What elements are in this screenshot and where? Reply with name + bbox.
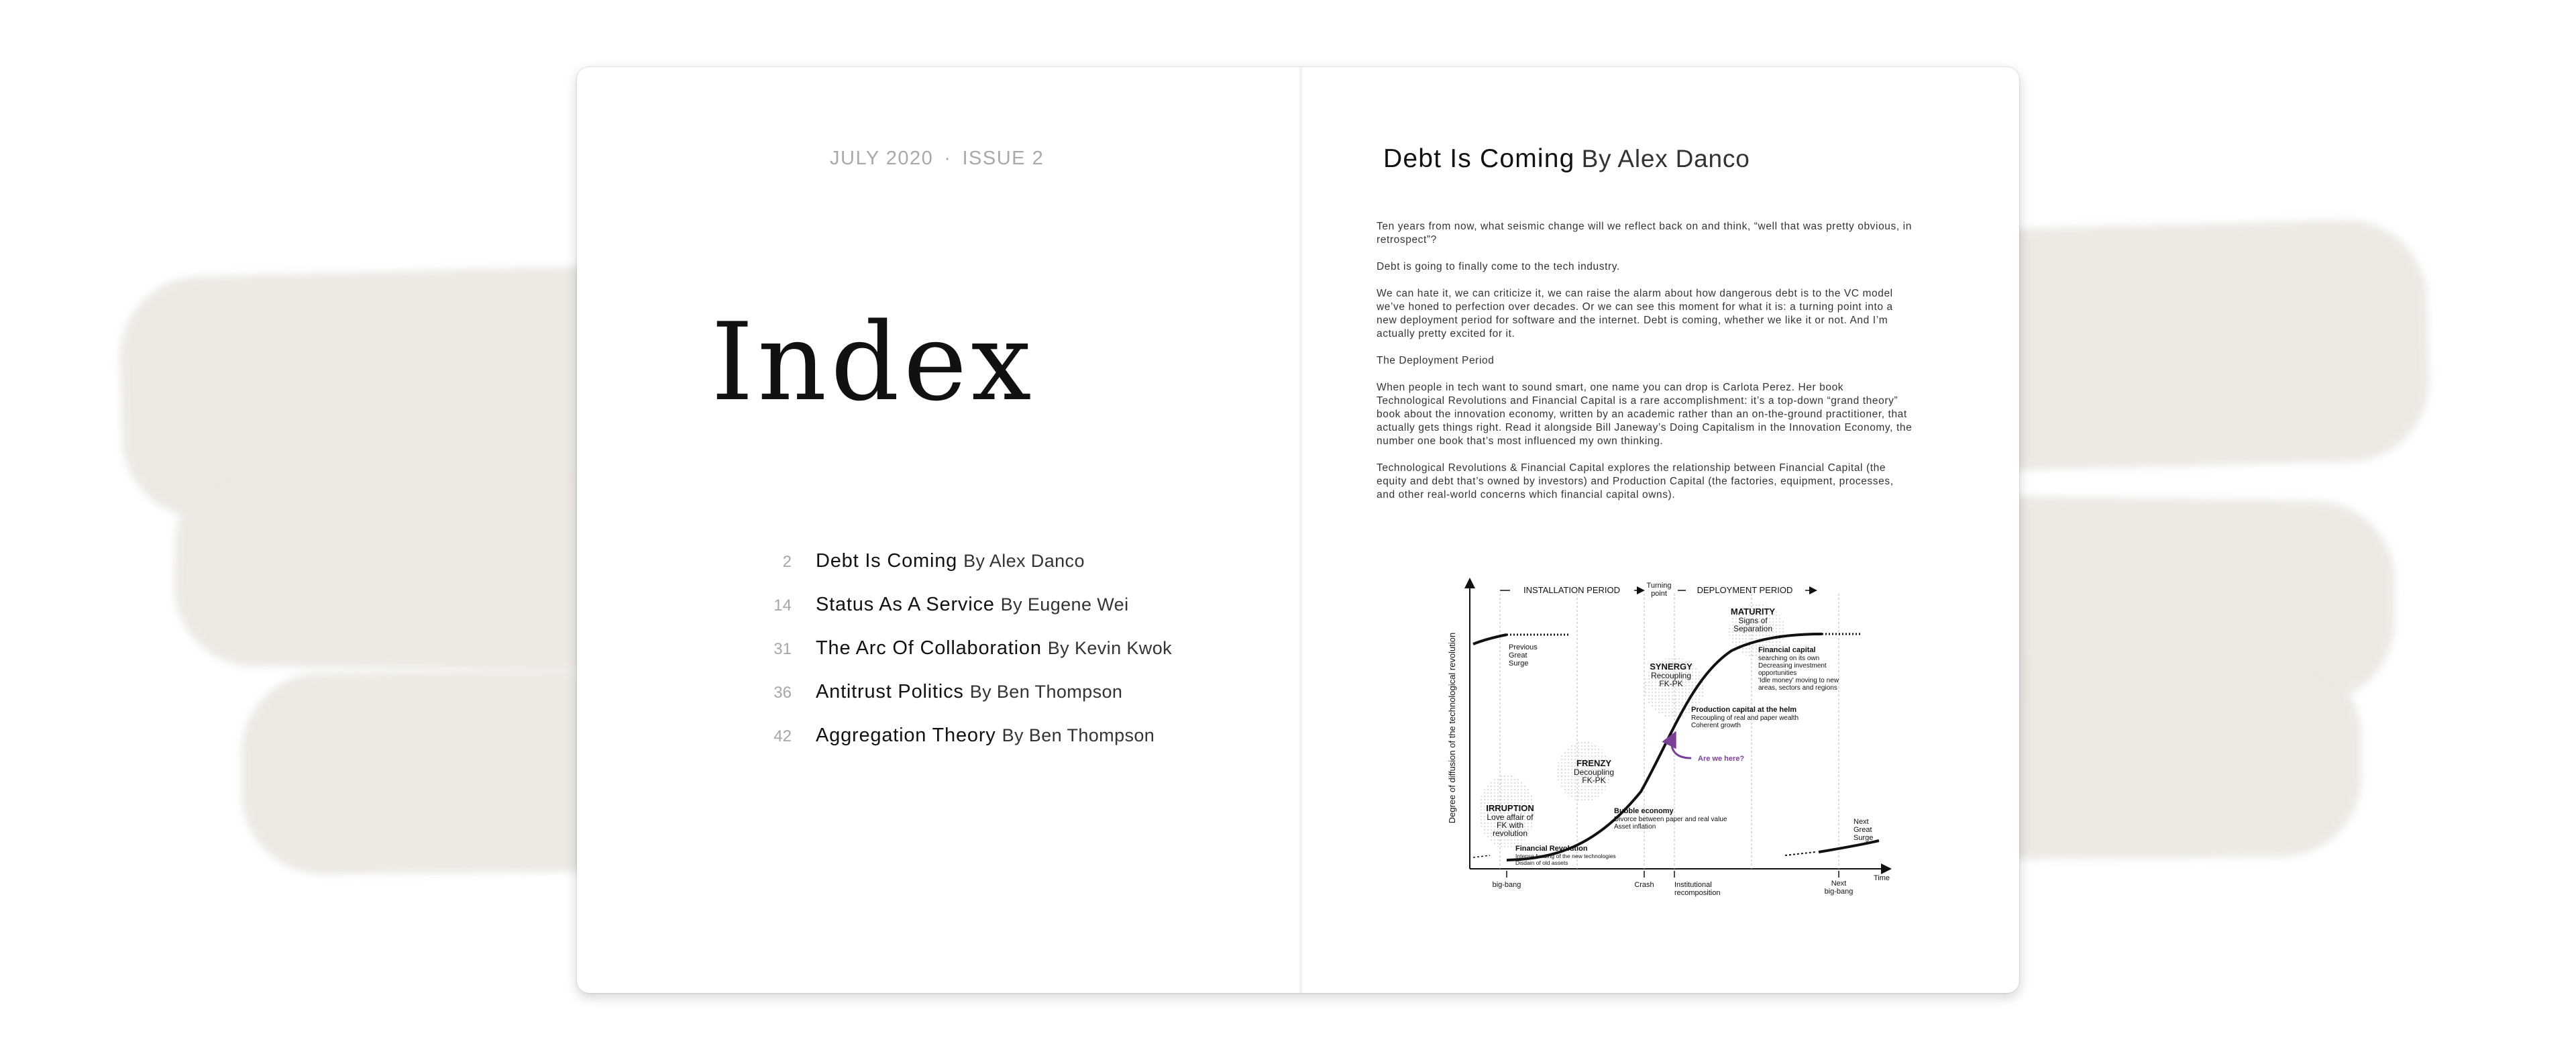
financial-capital-5: areas, sectors and regions <box>1758 684 1837 692</box>
irruption-sub-3: revolution <box>1492 829 1528 838</box>
toc-author: By Ben Thompson <box>969 682 1123 702</box>
financial-revolution-label: Financial Revolution <box>1515 845 1588 853</box>
toc-title: Antitrust Politics <box>816 681 964 702</box>
toc-author: By Alex Danco <box>963 551 1085 571</box>
toc-item-arc-of-collaboration[interactable] <box>758 637 1268 681</box>
maturity-label: MATURITY <box>1730 606 1776 617</box>
financial-capital-3: opportunities <box>1758 670 1797 677</box>
previous-surge-curve <box>1473 635 1507 644</box>
toc-item-status-as-a-service[interactable] <box>758 594 1268 637</box>
article-subheading: The Deployment Period <box>1377 355 1495 366</box>
diagram-svg <box>1443 570 1899 906</box>
article-title: Debt Is Coming <box>1383 144 1575 173</box>
open-book <box>577 67 2019 993</box>
turning-point-label-2: point <box>1651 590 1667 598</box>
article-heading <box>1383 144 1750 174</box>
synergy-sub-1: Recoupling <box>1650 671 1692 680</box>
irruption-sub-2: FK with <box>1496 821 1524 830</box>
issue-number: ISSUE 2 <box>962 148 1044 169</box>
table-of-contents <box>758 550 1268 768</box>
production-capital-label: Production capital at the helm <box>1691 706 1797 714</box>
deployment-label: DEPLOYMENT PERIOD <box>1697 585 1793 595</box>
toc-page-number: 2 <box>782 553 792 571</box>
synergy-label: SYNERGY <box>1650 662 1693 672</box>
financial-capital-label: Financial capital <box>1758 646 1816 654</box>
production-capital-1: Recoupling of real and paper wealth <box>1691 715 1799 722</box>
y-axis-label: Degree of diffusion of the technological revolution <box>1447 632 1457 824</box>
maturity-sub-1: Signs of <box>1738 616 1768 625</box>
toc-title: Debt Is Coming <box>816 550 958 572</box>
are-we-here-label: Are we here? <box>1698 755 1745 763</box>
irruption-sub-1: Love affair of <box>1487 812 1534 822</box>
financial-revolution-1: Intense funding of the new technologies <box>1515 853 1616 859</box>
next-surge-curve <box>1819 841 1879 852</box>
toc-title: Status As A Service <box>816 594 995 615</box>
frenzy-label: FRENZY <box>1576 758 1611 768</box>
next-surge-dashed <box>1785 852 1815 855</box>
installation-label: INSTALLATION PERIOD <box>1523 585 1620 595</box>
maturity-sub-2: Separation <box>1733 624 1773 633</box>
perez-surge-diagram <box>1443 570 1899 906</box>
toc-page-number: 31 <box>773 640 792 658</box>
financial-revolution-2: Disdain of old assets <box>1515 859 1568 866</box>
toc-item-debt-is-coming[interactable] <box>758 550 1268 594</box>
previous-surge-1: Previous <box>1509 643 1538 651</box>
institutional-label-1: Institutional <box>1674 881 1712 889</box>
irruption-label: IRRUPTION <box>1486 803 1534 813</box>
financial-capital-1: searching on its own <box>1758 655 1820 662</box>
toc-title: The Arc Of Collaboration <box>816 637 1042 659</box>
article-paragraph: We can hate it, we can criticize it, we can raise the alarm about how dangerous debt is to the VC model we’ve honed to perfection over decades. Or we can see this moment for what it is: a turning point into a new deployment period for software and the internet. Debt is coming, whether we like it or not. And I’m actually pretty excited for it. <box>1377 288 1893 339</box>
article-body <box>1377 220 1913 515</box>
toc-author: By Eugene Wei <box>1000 594 1129 615</box>
crash-label: Crash <box>1634 881 1654 889</box>
article-author: By Alex Danco <box>1581 145 1750 172</box>
toc-page-number: 42 <box>773 727 792 745</box>
issue-line <box>830 148 1044 170</box>
issue-separator: · <box>944 148 952 169</box>
time-axis-label: Time <box>1874 874 1890 882</box>
financial-capital-4: 'Idle money' moving to new <box>1758 677 1839 684</box>
previous-surge-3: Surge <box>1509 659 1529 668</box>
article-page <box>1302 67 2019 993</box>
frenzy-sub-2: FK-PK <box>1582 776 1606 785</box>
next-big-bang-label-1: Next <box>1831 880 1847 888</box>
next-surge-3: Surge <box>1854 834 1874 842</box>
are-we-here-arrow <box>1672 735 1691 758</box>
toc-item-aggregation-theory[interactable] <box>758 725 1268 768</box>
big-bang-label: big-bang <box>1492 881 1521 889</box>
financial-capital-2: Decreasing investment <box>1758 662 1827 670</box>
toc-page-number: 14 <box>773 596 792 615</box>
previous-surge-2: Great <box>1509 651 1527 659</box>
production-capital-2: Coherent growth <box>1691 722 1741 729</box>
next-surge-2: Great <box>1854 826 1872 834</box>
issue-month: JULY 2020 <box>830 148 934 169</box>
index-title: Index <box>711 299 1036 425</box>
toc-author: By Kevin Kwok <box>1047 638 1173 658</box>
article-paragraph: Debt is going to finally come to the tech industry. <box>1377 261 1620 272</box>
article-paragraph: When people in tech want to sound smart, one name you can drop is Carlota Perez. Her book Technological Revolutions and Financial Capital is a rare accomplishment: it’s a top-down “grand theory” book about the innovation economy, written by an academic rather than an on-the-ground practitioner, that actually gets things right. Read it alongside Bill Janeway’s Doing Capitalism in the Innovation Economy, the number one book that’s most influenced my own thinking. <box>1377 382 1913 447</box>
frenzy-sub-1: Decoupling <box>1573 768 1615 777</box>
bubble-economy-1: Divorce between paper and real value <box>1614 816 1727 823</box>
old-tail <box>1473 855 1490 857</box>
next-surge-1: Next <box>1854 818 1869 826</box>
toc-title: Aggregation Theory <box>816 725 996 746</box>
turning-point-label-1: Turning <box>1646 582 1672 590</box>
institutional-label-2: recomposition <box>1674 889 1721 897</box>
next-big-bang-label-2: big-bang <box>1824 888 1854 896</box>
article-paragraph: Ten years from now, what seismic change will we reflect back on and think, “well that was pretty obvious, in retrospect”? <box>1377 221 1912 246</box>
toc-item-antitrust-politics[interactable] <box>758 681 1268 725</box>
toc-page-number: 36 <box>773 684 792 702</box>
bubble-economy-2: Asset inflation <box>1614 823 1656 831</box>
index-page <box>577 67 1299 993</box>
bubble-economy-label: Bubble economy <box>1614 807 1674 815</box>
article-paragraph: Technological Revolutions & Financial Capital explores the relationship between Financial Capital (the equity and debt that’s owned by investors) and Production Capital (the factories, equipment, processes, and other real-world concerns which financial capital owns). <box>1377 462 1894 500</box>
synergy-sub-2: FK-PK <box>1659 679 1683 688</box>
toc-author: By Ben Thompson <box>1002 725 1155 745</box>
